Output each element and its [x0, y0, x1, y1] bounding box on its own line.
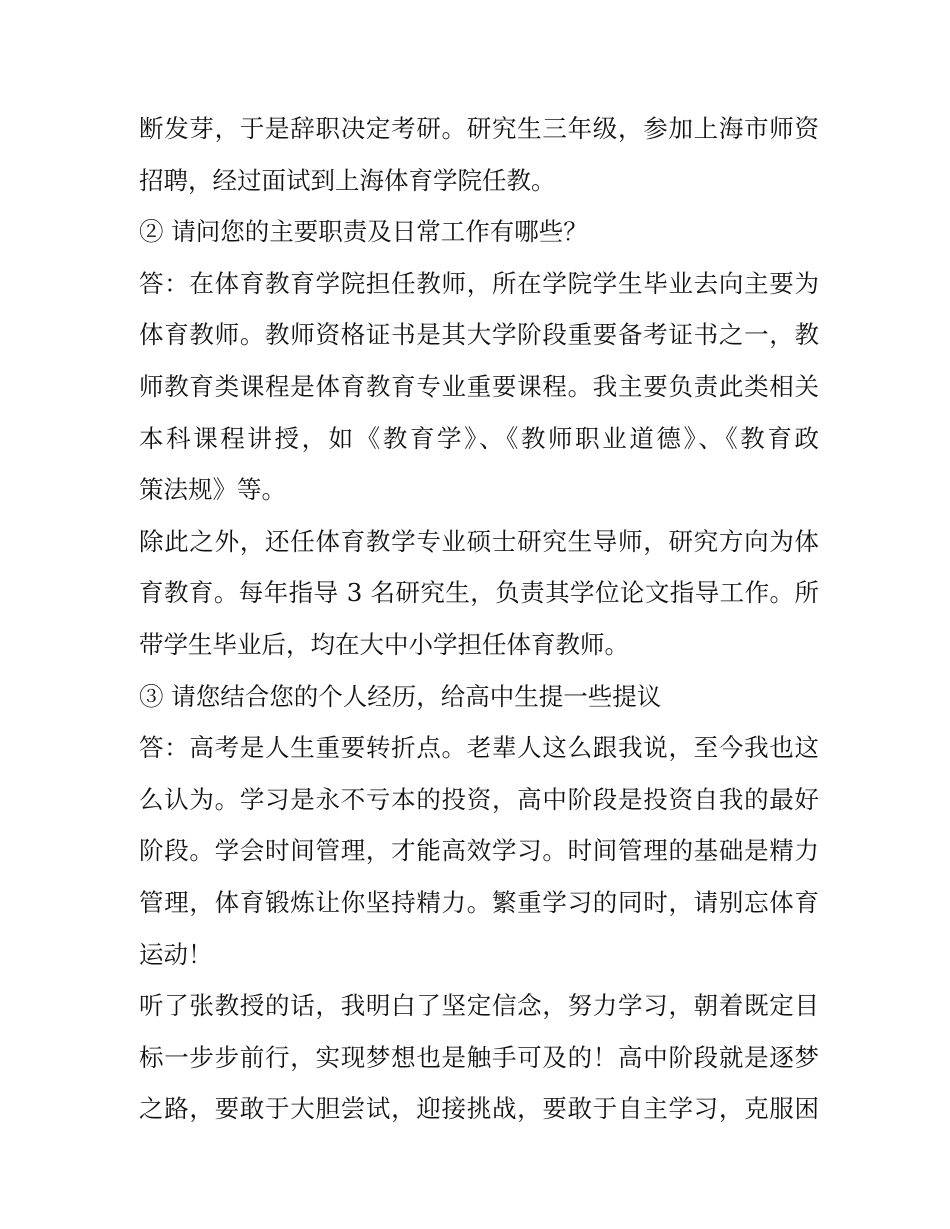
text-line: 之路，要敢于大胆尝试，迎接挑战，要敢于自主学习，克服困 [139, 1094, 819, 1124]
text-line: 答：在体育教育学院担任教师，所在学院学生毕业去向主要为 [139, 268, 819, 298]
text-line: 答：高考是人生重要转折点。老辈人这么跟我说，至今我也这 [139, 733, 819, 763]
question-heading: ② 请问您的主要职责及日常工作有哪些？ [139, 217, 588, 247]
text-line: 策法规》等。 [139, 475, 286, 505]
body-text [139, 103, 819, 1135]
question-heading: ③ 请您结合您的个人经历，给高中生提一些提议 [139, 681, 662, 711]
text-line: 育教育。每年指导 3 名研究生，负责其学位论文指导工作。所 [139, 578, 819, 608]
text-line: 么认为。学习是永不亏本的投资，高中阶段是投资自我的最好 [139, 784, 819, 814]
text-line: 本科课程讲授，如《教育学》、《教师职业道德》、《教育政 [139, 423, 819, 453]
text-line: 管理，体育锻炼让你坚持精力。繁重学习的同时，请别忘体育 [139, 887, 819, 917]
text-line: 断发芽，于是辞职决定考研。研究生三年级，参加上海市师资 [139, 114, 819, 143]
text-line: 招聘，经过面试到上海体育学院任教。 [139, 165, 556, 195]
text-line: 听了张教授的话，我明白了坚定信念，努力学习，朝着既定目 [139, 991, 819, 1021]
text-line: 体育教师。教师资格证书是其大学阶段重要备考证书之一，教 [139, 320, 819, 350]
text-line: 除此之外，还任体育教学专业硕士研究生导师，研究方向为体 [139, 526, 819, 556]
text-line: 阶段。学会时间管理，才能高效学习。时间管理的基础是精力 [139, 836, 819, 866]
text-line: 标一步步前行，实现梦想也是触手可及的！高中阶段就是逐梦 [139, 1042, 819, 1072]
text-line: 师教育类课程是体育教育专业重要课程。我主要负责此类相关 [139, 371, 819, 401]
text-line: 运动！ [139, 939, 213, 969]
text-line: 带学生毕业后，均在大中小学担任体育教师。 [139, 629, 629, 659]
